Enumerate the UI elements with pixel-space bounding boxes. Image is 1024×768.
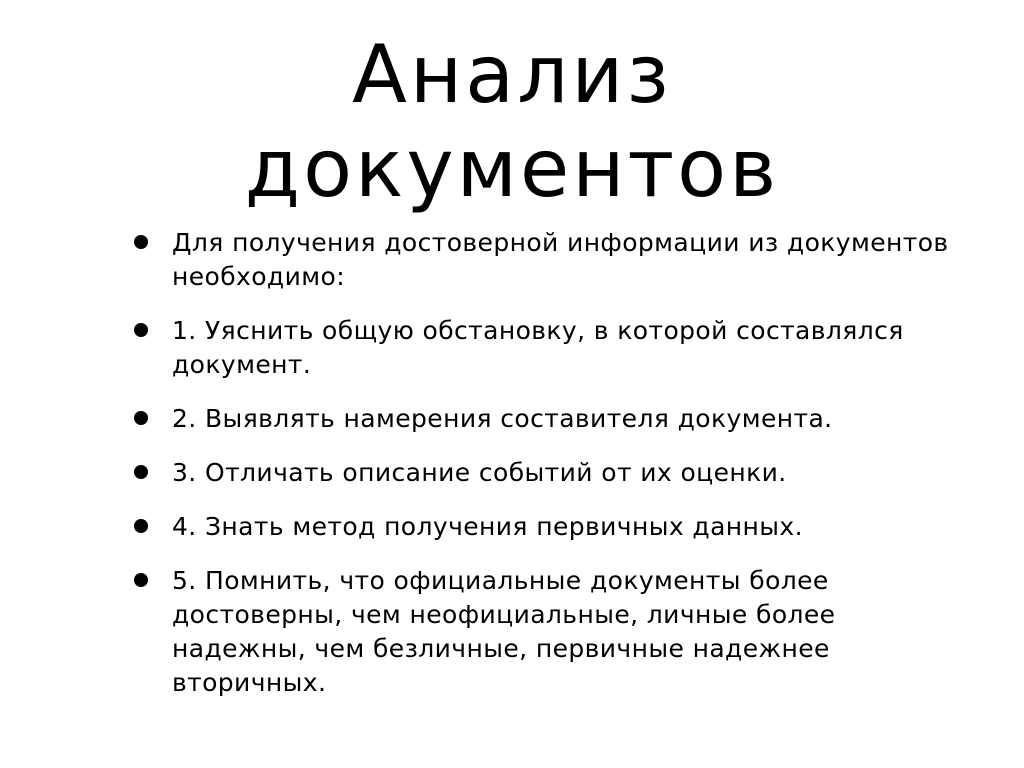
bullet-item-1 [130, 314, 950, 382]
bullet-item-intro [130, 226, 950, 294]
slide-title-line-1: Анализ [352, 28, 672, 121]
bullet-item-2 [130, 402, 950, 436]
bullet-item-4 [130, 510, 950, 544]
bullet-dot-icon [134, 519, 148, 533]
bullet-list [130, 226, 950, 720]
slide-title-line-2: документов [244, 122, 780, 215]
bullet-dot-icon [134, 465, 148, 479]
slide-title [0, 28, 1024, 216]
bullet-text: 1. Уяснить общую обстановку, в которой составлялся документ. [172, 316, 904, 379]
bullet-item-5 [130, 564, 950, 700]
bullet-item-3 [130, 456, 950, 490]
bullet-text: 3. Отличать описание событий от их оценки. [172, 458, 787, 487]
bullet-dot-icon [134, 323, 148, 337]
bullet-dot-icon [134, 411, 148, 425]
bullet-text: 2. Выявлять намерения составителя документа. [172, 404, 833, 433]
bullet-text: 5. Помнить, что официальные документы более достоверны, чем неофициальные, личные более надежны, чем безличные, первичные надежнее вторичных. [172, 566, 836, 697]
bullet-text: 4. Знать метод получения первичных данных. [172, 512, 803, 541]
bullet-text: Для получения достоверной информации из документов необходимо: [172, 228, 949, 291]
bullet-dot-icon [134, 573, 148, 587]
bullet-dot-icon [134, 235, 148, 249]
